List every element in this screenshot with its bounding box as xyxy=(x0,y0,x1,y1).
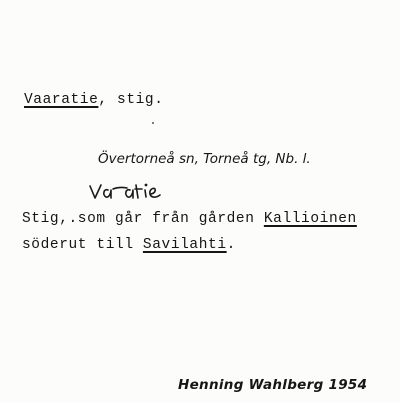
headword-line xyxy=(24,92,164,108)
source-line: Övertorneå sn, Torneå tg, Nb. l. xyxy=(98,151,311,167)
headword-suffix: , stig. xyxy=(98,92,164,108)
definition-text-1: Stig,.som går från gården xyxy=(22,211,264,227)
definition-text-2: söderut till xyxy=(22,237,143,253)
handwritten-headword xyxy=(86,176,166,206)
headword: Vaaratie xyxy=(24,92,99,108)
place-name-savilahti: Savilahti xyxy=(142,237,227,253)
collector-signature: Henning Wahlberg 1954 xyxy=(178,377,368,393)
place-name-kallioinen: Kallioinen xyxy=(263,211,357,227)
definition-line-2 xyxy=(22,237,236,253)
definition-end: . xyxy=(226,237,236,253)
ink-speck xyxy=(151,121,155,125)
definition-line-1 xyxy=(22,211,357,227)
